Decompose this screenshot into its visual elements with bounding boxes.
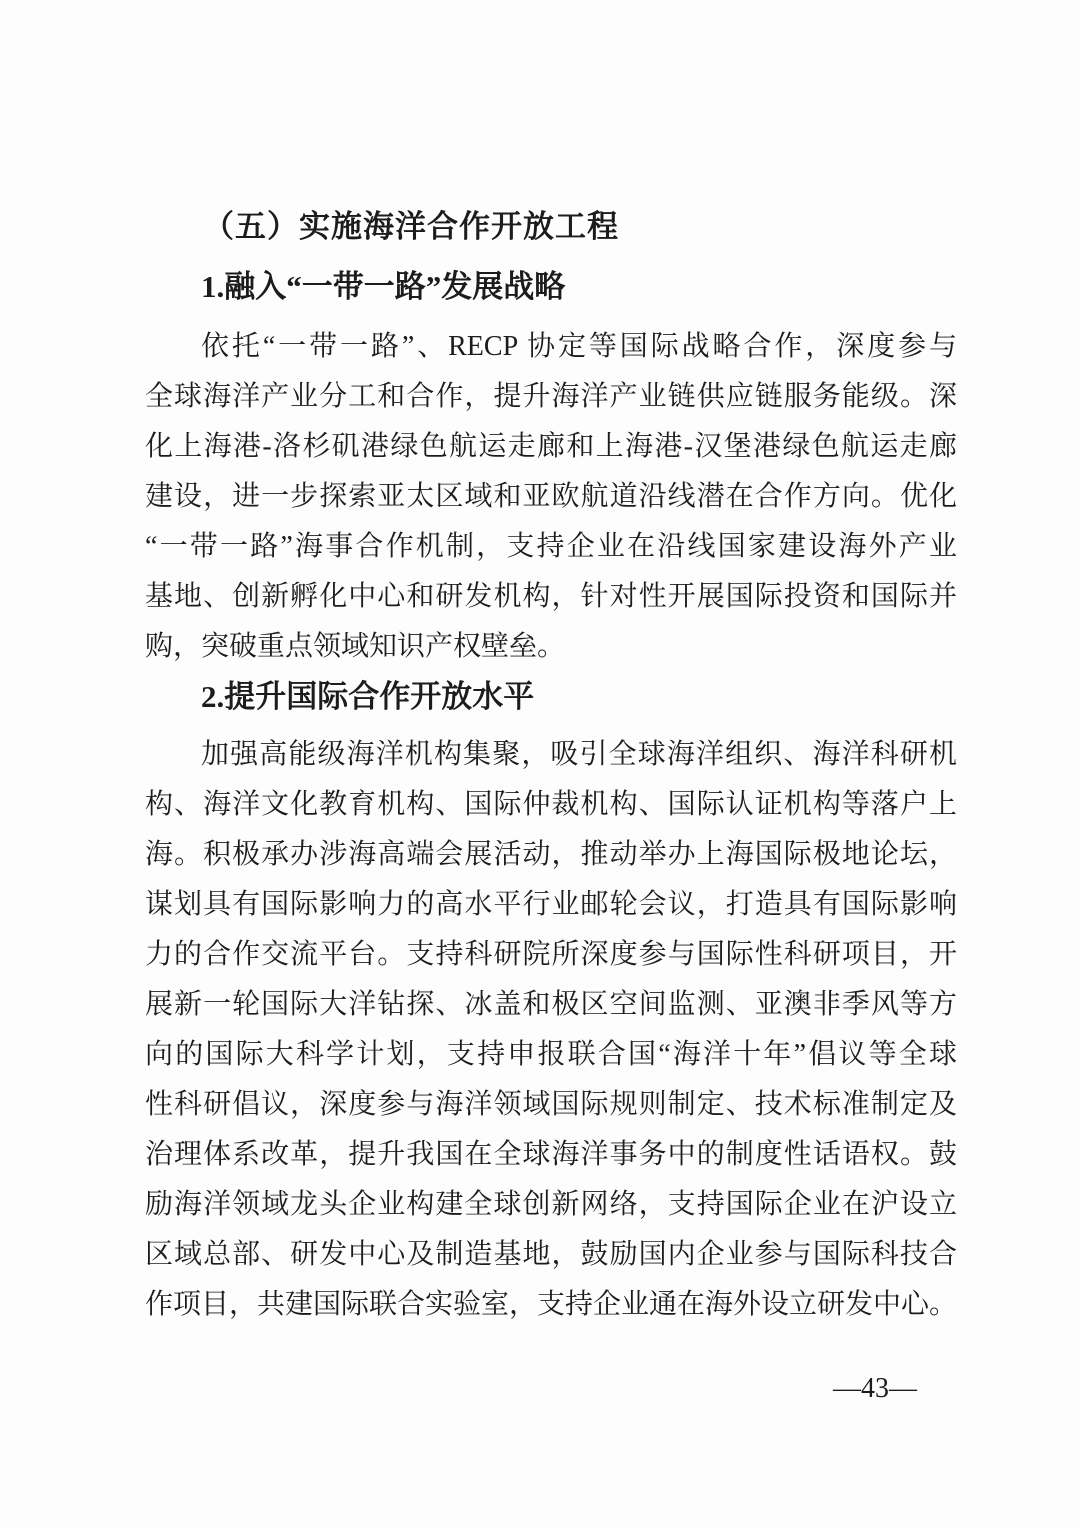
paragraph-1 (145, 322, 957, 672)
text-line: 构、海洋文化教育机构、国际仲裁机构、国际认证机构等落户上 (145, 789, 957, 820)
text-line: 海。积极承办涉海高端会展活动，推动举办上海国际极地论坛， (145, 839, 957, 870)
text-line: 力的合作交流平台。支持科研院所深度参与国际性科研项目，开 (145, 939, 957, 970)
subsection-heading-1: 1.融入“一带一路”发展战略 (201, 269, 566, 304)
page-number: —43— (833, 1373, 917, 1404)
text-line: 展新一轮国际大洋钻探、冰盖和极区空间监测、亚澳非季风等方 (145, 989, 957, 1020)
text-line: 建设，进一步探索亚太区域和亚欧航道沿线潜在合作方向。优化 (145, 481, 957, 512)
text-line: 作项目，共建国际联合实验室，支持企业通在海外设立研发中心。 (145, 1289, 957, 1320)
text-line: 购，突破重点领域知识产权壁垒。 (145, 631, 566, 662)
text-line: 全球海洋产业分工和合作，提升海洋产业链供应链服务能级。深 (145, 381, 957, 412)
text-line: 依托“一带一路”、RECP 协定等国际战略合作，深度参与 (201, 331, 957, 362)
page-content (145, 202, 957, 1330)
text-line: 化上海港-洛杉矶港绿色航运走廊和上海港-汉堡港绿色航运走廊 (145, 431, 957, 462)
text-line: 基地、创新孵化中心和研发机构，针对性开展国际投资和国际并 (145, 581, 957, 612)
text-line: 治理体系改革，提升我国在全球海洋事务中的制度性话语权。鼓 (145, 1139, 957, 1170)
paragraph-2 (145, 730, 957, 1330)
text-line: 性科研倡议，深度参与海洋领域国际规则制定、技术标准制定及 (145, 1089, 957, 1120)
text-line: 谋划具有国际影响力的高水平行业邮轮会议，打造具有国际影响 (145, 889, 957, 920)
text-line: 区域总部、研发中心及制造基地，鼓励国内企业参与国际科技合 (145, 1239, 957, 1270)
section-heading: （五）实施海洋合作开放工程 (203, 209, 619, 244)
text-line: 加强高能级海洋机构集聚，吸引全球海洋组织、海洋科研机 (201, 739, 957, 770)
text-line: “一带一路”海事合作机制，支持企业在沿线国家建设海外产业 (145, 531, 957, 562)
text-line: 励海洋领域龙头企业构建全球创新网络，支持国际企业在沪设立 (145, 1189, 957, 1220)
text-line: 向的国际大科学计划，支持申报联合国“海洋十年”倡议等全球 (145, 1039, 957, 1070)
subsection-heading-2: 2.提升国际合作开放水平 (201, 679, 535, 714)
